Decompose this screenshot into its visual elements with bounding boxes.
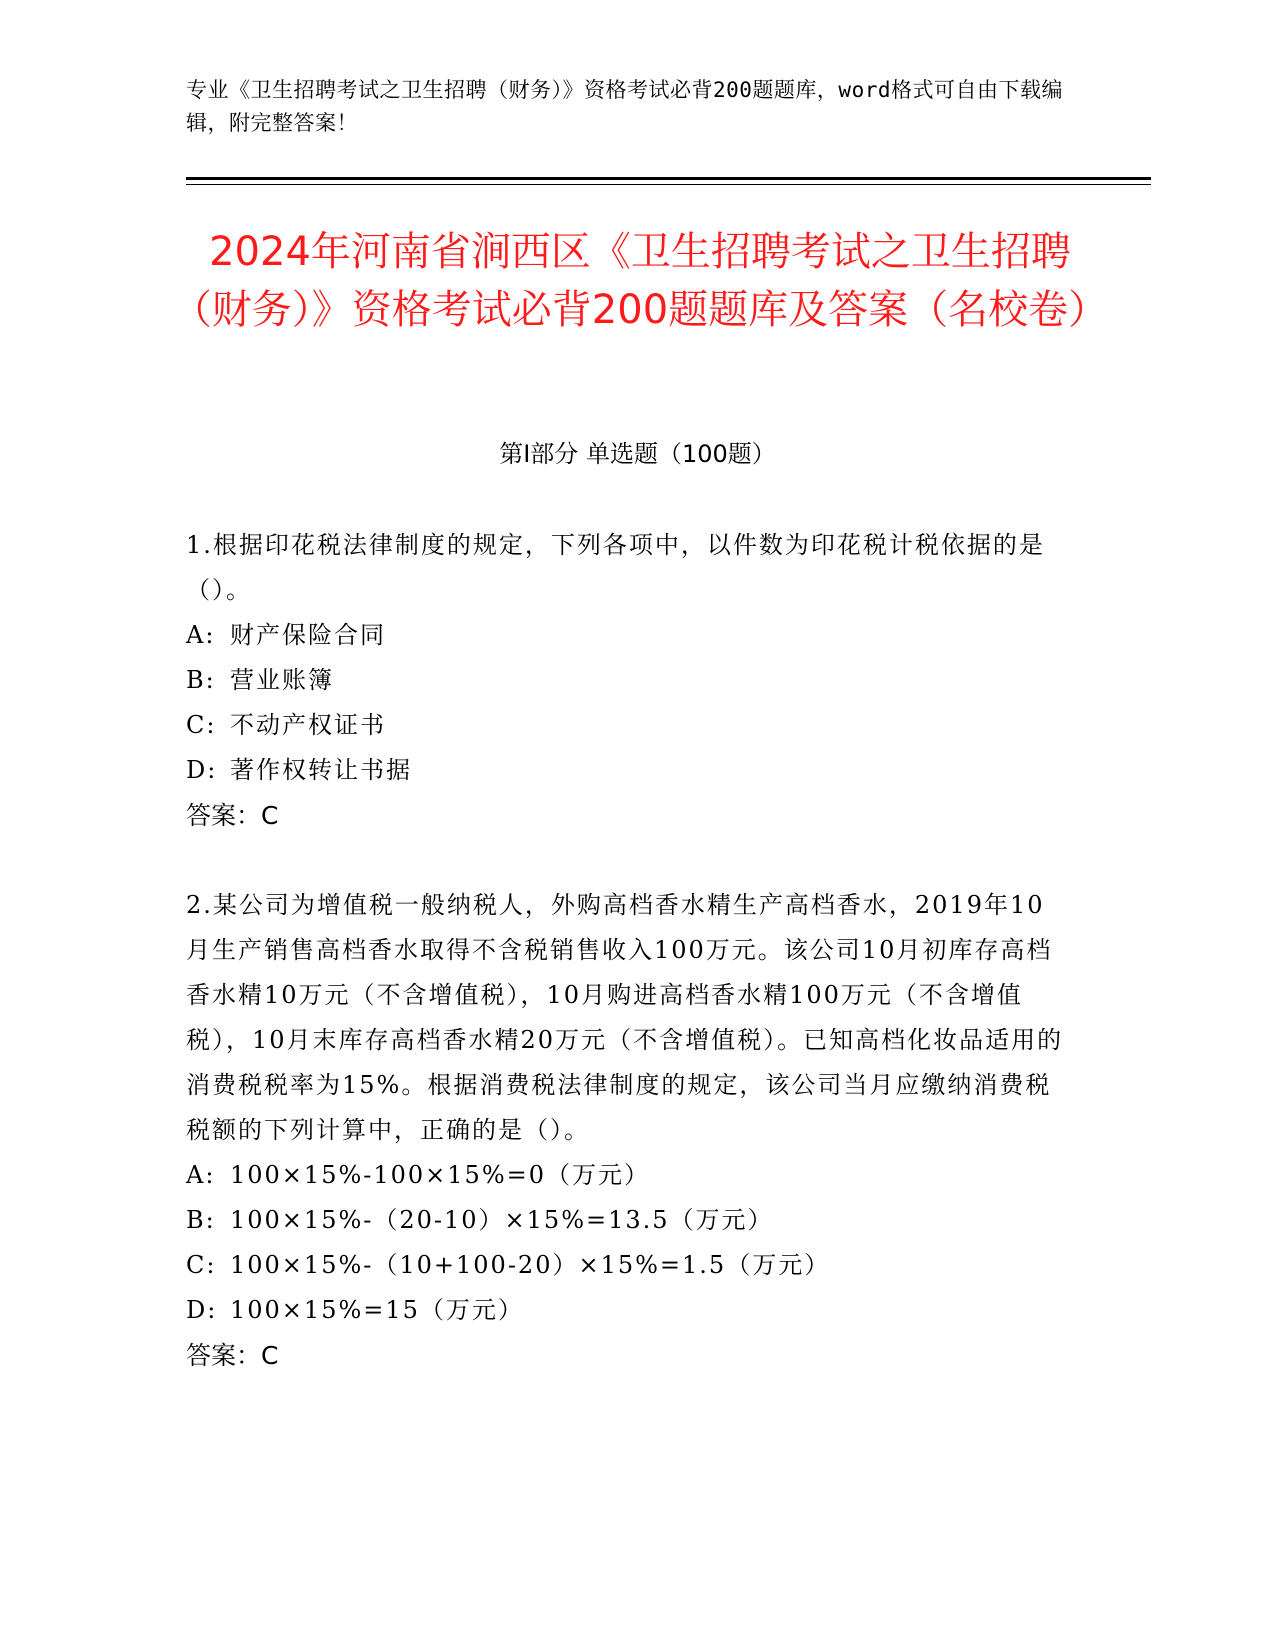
option-letter: B: bbox=[186, 666, 216, 694]
header-note: 专业《卫生招聘考试之卫生招聘（财务）》资格考试必背200题题库，word格式可自由下载编辑，附完整答案！ bbox=[186, 78, 1063, 135]
option-d bbox=[186, 748, 1066, 793]
option-letter: B: bbox=[186, 1206, 216, 1234]
header-divider-thin bbox=[186, 184, 1151, 185]
option-letter: D: bbox=[186, 1296, 218, 1324]
option-a bbox=[186, 613, 1066, 658]
option-text: 100×15%=15（万元） bbox=[230, 1296, 524, 1324]
option-letter: A: bbox=[186, 621, 216, 649]
answer-line: 答案：C bbox=[186, 801, 279, 830]
option-c bbox=[186, 1243, 1066, 1288]
document-title: 2024年河南省涧西区《卫生招聘考试之卫生招聘（财务）》资格考试必背200题题库及答案（名校卷） bbox=[171, 229, 1109, 333]
section-title: 第Ⅰ部分 单选题（100题） bbox=[499, 440, 776, 468]
option-b bbox=[186, 658, 1066, 703]
question-stem: 1.根据印花税法律制度的规定，下列各项中，以件数为印花税计税依据的是（）。 bbox=[186, 531, 1045, 604]
option-letter: C: bbox=[186, 711, 217, 739]
option-text: 营业账簿 bbox=[230, 666, 334, 694]
option-letter: C: bbox=[186, 1251, 217, 1279]
option-text: 100×15%-（20-10）×15%=13.5（万元） bbox=[230, 1206, 774, 1234]
option-text: 财产保险合同 bbox=[230, 621, 386, 649]
option-letter: A: bbox=[186, 1161, 216, 1189]
question-stem: 2.某公司为增值税一般纳税人，外购高档香水精生产高档香水，2019年10月生产销售高档香水取得不含税销售收入100万元。该公司10月初库存高档香水精10万元（不含增值税），10月购进高档香水精100万元（不含增值税），10月末库存高档香水精20万元（不含增值税）。已知高档化妆品适用的消费税税率为15%。根据消费税法律制度的规定，该公司当月应缴纳消费税税额的下列计算中，正确的是（）。 bbox=[186, 891, 1064, 1144]
question-1 bbox=[186, 523, 1066, 838]
header-divider-thick bbox=[186, 177, 1151, 180]
option-text: 不动产权证书 bbox=[230, 711, 386, 739]
option-text: 100×15%-100×15%=0（万元） bbox=[230, 1161, 651, 1189]
question-list bbox=[186, 523, 1066, 1423]
option-a bbox=[186, 1153, 1066, 1198]
option-b bbox=[186, 1198, 1066, 1243]
option-letter: D: bbox=[186, 756, 218, 784]
answer-line: 答案：C bbox=[186, 1341, 279, 1370]
question-2 bbox=[186, 883, 1066, 1378]
option-text: 100×15%-（10+100-20）×15%=1.5（万元） bbox=[230, 1251, 831, 1279]
option-c bbox=[186, 703, 1066, 748]
option-d bbox=[186, 1288, 1066, 1333]
option-text: 著作权转让书据 bbox=[230, 756, 412, 784]
